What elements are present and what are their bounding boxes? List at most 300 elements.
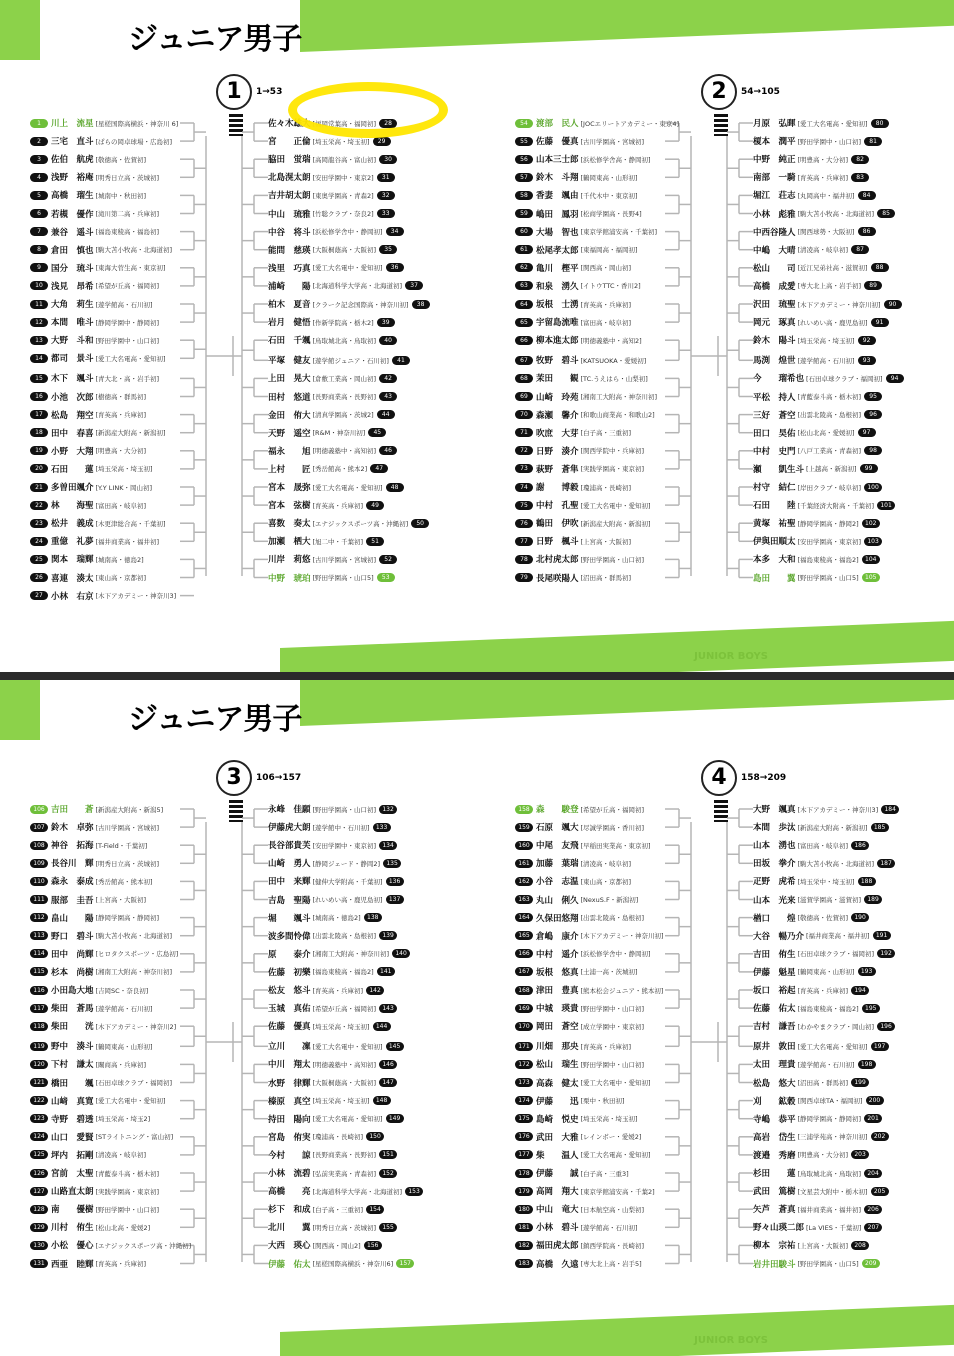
seed-number-badge: 173: [515, 1078, 533, 1087]
seed-number-badge: 121: [30, 1078, 48, 1087]
player-name: 三好 蒼空: [753, 410, 796, 421]
player-name: 野中 湊斗: [51, 1042, 94, 1053]
player-row: [268, 279, 423, 293]
player-name: 高岩 岱生: [753, 1132, 796, 1143]
seed-number-badge: 79: [515, 573, 533, 582]
player-row: [268, 371, 397, 385]
player-club: [遊学館高・石川初]: [580, 1223, 638, 1232]
player-row: [515, 297, 631, 311]
seed-number-badge: 68: [515, 374, 533, 383]
seed-number-badge: 111: [30, 895, 48, 904]
player-row: [30, 207, 159, 221]
player-club: [樹徳高・群馬初]: [95, 393, 147, 401]
player-club: [希望が丘高・福岡初]: [312, 1004, 377, 1013]
player-name: 高橋 瑠生: [51, 191, 94, 202]
seed-number-badge: 74: [515, 483, 533, 492]
player-name: 天野 遥空: [268, 428, 311, 439]
seed-number-badge: 77: [515, 537, 533, 546]
player-club: [愛工大名電高・愛知初]: [312, 483, 383, 492]
player-club: [湘南工大附高・神奈川初]: [580, 393, 658, 401]
player-name: 楢口 煌: [753, 913, 796, 924]
player-row: [30, 893, 146, 907]
player-club: [松山北高・愛媛初]: [797, 429, 855, 438]
player-club: [富田高・岐阜初]: [580, 318, 632, 327]
player-club: [新潟産大附高・新潟初]: [580, 519, 651, 528]
player-club: [星槎国際高横浜・神奈川6]: [312, 1260, 394, 1268]
player-row: [515, 1238, 644, 1252]
player-row: [753, 552, 880, 566]
player-club: [福島東稜高・福島2]: [797, 555, 859, 564]
player-name: 田中 来輝: [268, 877, 311, 888]
seed-number-badge: 202: [871, 1132, 889, 1141]
player-name: 北川 翼: [268, 1223, 311, 1234]
player-name: 島崎 悦史: [536, 1114, 579, 1125]
player-name: 小田島大地: [51, 986, 94, 996]
player-name: 喜連 湊太: [51, 573, 94, 584]
player-name: 武田 篤樹: [753, 1187, 796, 1198]
player-name: 寺嶋 恭平: [753, 1114, 796, 1125]
seed-number-badge: 53: [377, 573, 395, 582]
player-club: [ヒロタクスポーツ・広島初]: [95, 950, 179, 959]
seed-number-badge: 96: [864, 410, 882, 419]
footer-label: JUNIOR BOYS: [694, 651, 768, 662]
player-row: [268, 1238, 382, 1252]
corner-green-band: [0, 0, 40, 60]
player-club: [木更津総合高・千葉初]: [95, 519, 166, 528]
seed-number-badge: 58: [515, 191, 533, 200]
player-club: [鳥取城北高・鳥取初]: [312, 336, 377, 345]
player-name: 長谷部貴芙: [268, 841, 311, 852]
player-row: [753, 333, 876, 347]
player-club: [千葉経済大附高・千葉初]: [797, 501, 875, 510]
player-club: [福井商業高・福井初]: [797, 1205, 862, 1214]
seed-number-badge: 118: [30, 1022, 48, 1031]
player-club: [竹聡クラブ・奈良2]: [312, 210, 374, 218]
player-club: [青藍泰斗高・栃木初]: [797, 393, 862, 401]
player-name: 国分 琉斗: [51, 263, 94, 274]
player-club: [関西学院中・兵庫初]: [580, 447, 645, 456]
player-name: 永峰 佳願: [268, 805, 311, 815]
player-row: [268, 820, 391, 834]
player-row: [30, 1019, 176, 1033]
player-club: [富田高・岐阜初]: [95, 501, 147, 510]
player-row: [30, 1148, 146, 1162]
seed-number-badge: 11: [30, 300, 48, 309]
player-club: [エナジックスポーツ高・沖縄初]: [95, 1241, 192, 1250]
player-club: [鎮西学院高・長崎初]: [580, 1241, 645, 1250]
seed-number-badge: 46: [379, 446, 397, 455]
seed-number-badge: 41: [392, 356, 410, 365]
player-row: [515, 1130, 641, 1144]
seed-number-badge: 148: [373, 1096, 391, 1105]
player-name: 小林 右京: [51, 591, 94, 602]
player-row: [515, 1184, 655, 1198]
seed-number-badge: 159: [515, 823, 533, 832]
block-range: 54→105: [741, 87, 780, 97]
player-club: [東山高・京都初]: [95, 574, 147, 582]
player-name: 石田 千颯: [268, 336, 311, 347]
seed-number-badge: 38: [412, 300, 430, 309]
seed-number-badge: 86: [858, 227, 876, 236]
player-name: 吹庶 大芽: [536, 428, 579, 439]
player-club: [NexuS.F・新潟初]: [580, 896, 639, 904]
player-name: 能問 慈瑛: [268, 245, 311, 256]
seed-number-badge: 76: [515, 519, 533, 528]
player-row: [753, 152, 869, 166]
player-club: [遊学館高・石川初]: [797, 1060, 855, 1069]
seed-number-badge: 94: [886, 374, 904, 383]
seed-number-badge: 164: [515, 913, 533, 922]
player-club: [関西卓球TA・福岡初]: [797, 1097, 863, 1106]
player-name: 渡邉 秀磨: [753, 1150, 796, 1161]
player-row: [268, 1094, 391, 1108]
seed-number-badge: 189: [864, 895, 882, 904]
player-name: 畠山 陽: [51, 913, 94, 924]
seed-number-badge: 197: [871, 1042, 889, 1051]
player-club: [北海道科学大学高・北海道初]: [312, 282, 403, 291]
player-club: [野田学園高・山口5]: [797, 1260, 859, 1268]
player-row: [515, 856, 631, 870]
seed-number-badge: 69: [515, 392, 533, 401]
player-club: [早稲田実業高・東京初]: [580, 841, 651, 850]
player-row: [30, 1166, 159, 1180]
player-row: [30, 390, 146, 404]
player-row: [268, 1257, 414, 1271]
player-club: [沼田高・群馬初]: [797, 1079, 849, 1087]
block-range: 158→209: [741, 773, 787, 783]
seed-number-badge: 47: [370, 464, 388, 473]
seed-number-badge: 146: [379, 1060, 397, 1069]
block-4-bracket: [515, 762, 925, 1322]
player-row: [30, 1202, 159, 1216]
player-club: [イトウTTC・香川2]: [580, 282, 641, 291]
seed-number-badge: 85: [877, 209, 895, 218]
player-club: [KATSUOKA・愛媛初]: [580, 356, 647, 365]
seed-number-badge: 137: [386, 895, 404, 904]
player-name: 平塚 健友: [268, 356, 311, 367]
seed-number-badge: 91: [871, 318, 889, 327]
block-3-bracket: [30, 762, 440, 1322]
player-name: 橋田 颯: [51, 1078, 94, 1089]
player-club: [埼玉栄高・埼玉2]: [95, 1115, 151, 1124]
player-row: [753, 983, 869, 997]
seed-number-badge: 166: [515, 949, 533, 958]
bracket-page-2: [0, 680, 954, 1356]
seed-number-badge: 127: [30, 1187, 48, 1196]
player-row: [268, 534, 384, 548]
player-club: [木下アカデミー・神奈川2]: [95, 1022, 177, 1031]
player-club: [野田学園高・山口5]: [312, 574, 374, 582]
seed-number-badge: 147: [379, 1078, 397, 1087]
player-club: [駒大苫小牧高・北海道初]: [95, 246, 173, 255]
player-club: [明豊高・大分初]: [95, 447, 147, 456]
seed-number-badge: 20: [30, 464, 48, 473]
seed-number-badge: 16: [30, 392, 48, 401]
player-club: [Y.Y LINK・岡山初]: [95, 483, 153, 492]
player-club: [高岡龍谷高・富山初]: [312, 155, 377, 164]
player-name: 佐々木雄大: [268, 119, 311, 129]
player-club: [丸岡高中・福井初]: [797, 191, 855, 200]
player-club: [駒大苫小牧高・北海道初]: [797, 859, 875, 868]
player-club: [明秀日立高・茨城初]: [95, 173, 160, 182]
seed-number-badge: 176: [515, 1132, 533, 1141]
player-row: [753, 1220, 882, 1234]
player-name: 川畑 那央: [536, 1042, 579, 1053]
player-club: [関西高・岡山2]: [312, 1241, 361, 1250]
seed-number-badge: 145: [386, 1042, 404, 1051]
player-club: [STライトニング・富山初]: [95, 1133, 174, 1142]
player-club: [上越高・新潟初]: [806, 465, 857, 474]
player-club: [鶴岡東高・山形初]: [797, 968, 855, 977]
player-row: [30, 243, 172, 257]
seed-number-badge: 209: [862, 1259, 880, 1268]
player-row: [30, 297, 153, 311]
player-name: 今村 諒: [268, 1150, 311, 1161]
seed-number-badge: 138: [364, 913, 382, 922]
player-name: 中村 遥介: [536, 949, 579, 960]
seed-number-badge: 117: [30, 1004, 48, 1013]
player-club: [東福岡高・福岡初]: [580, 246, 638, 255]
player-club: [東海大菅生高・東京初]: [95, 264, 166, 273]
player-club: [安田学園高・東京初]: [797, 537, 862, 546]
player-club: [育英高・兵庫初]: [312, 986, 364, 995]
seed-number-badge: 165: [515, 931, 533, 940]
seed-number-badge: 184: [881, 805, 899, 814]
player-name: 榎本 潤平: [753, 137, 796, 148]
seed-number-badge: 135: [383, 859, 401, 868]
player-name: 大谷 暢乃介: [753, 931, 805, 942]
player-name: 堀江 荘志: [753, 191, 796, 202]
seed-number-badge: 101: [877, 501, 895, 510]
player-name: 和泉 湧久: [536, 281, 579, 292]
player-club: [秀岳館高・熊本初]: [95, 877, 153, 886]
player-name: 島田 翼: [753, 573, 796, 584]
player-name: 宇留島流唯: [536, 318, 579, 329]
player-name: 月原 弘暉: [753, 119, 796, 129]
player-row: [753, 426, 876, 440]
player-row: [268, 516, 429, 530]
seed-number-badge: 33: [377, 209, 395, 218]
seed-number-badge: 114: [30, 949, 48, 958]
player-row: [30, 408, 146, 422]
player-row: [268, 893, 404, 907]
player-row: [30, 1094, 166, 1108]
player-row: [268, 571, 395, 585]
seed-number-badge: 1: [30, 119, 48, 128]
player-name: 日野 楓斗: [536, 537, 579, 548]
player-name: 太田 理貴: [753, 1060, 796, 1071]
player-name: 亀川 樫平: [536, 263, 579, 274]
player-row: [268, 802, 397, 816]
player-club: [木下アカデミー・神奈川3]: [95, 592, 177, 601]
seed-number-badge: 198: [858, 1060, 876, 1069]
seed-number-badge: 22: [30, 501, 48, 510]
player-name: 坂口 裕起: [753, 986, 796, 996]
seed-number-badge: 40: [379, 336, 397, 345]
seed-number-badge: 42: [379, 374, 397, 383]
player-row: [753, 1184, 889, 1198]
seed-number-badge: 105: [862, 573, 880, 582]
yellow-highlight-circle: [288, 82, 448, 138]
player-name: 加瀬 栖大: [268, 537, 311, 548]
player-name: 森 駿登: [536, 805, 579, 815]
player-name: 岩井田駿斗: [753, 1259, 796, 1270]
player-club: [湘南工大附高・神奈川初]: [312, 950, 390, 959]
player-row: [753, 261, 889, 275]
seed-number-badge: 25: [30, 555, 48, 564]
player-club: [熊本松会ジュニア・熊本初]: [580, 986, 664, 995]
player-row: [30, 552, 144, 566]
player-club: [石田卓球クラブ・福岡初]: [806, 374, 883, 383]
seed-number-badge: 83: [851, 173, 869, 182]
player-row: [515, 1076, 651, 1090]
seed-number-badge: 160: [515, 841, 533, 850]
seed-number-badge: 63: [515, 281, 533, 290]
seed-number-badge: 29: [373, 137, 391, 146]
player-row: [30, 911, 159, 925]
player-club: [TC.うえはら・山梨初]: [580, 374, 648, 383]
player-club: [千代木中・東京初]: [580, 191, 638, 200]
top-green-band: [300, 0, 954, 52]
corner-green-band: [0, 680, 40, 740]
player-name: 柴 温人: [536, 1150, 579, 1161]
player-club: [野田学園高・山口初]: [312, 805, 377, 814]
player-row: [753, 353, 876, 367]
player-row: [515, 170, 638, 184]
player-row: [268, 929, 397, 943]
player-name: 嶋田 鳳羽: [536, 209, 579, 220]
player-name: 萩野 蒼隼: [536, 464, 579, 475]
player-name: 田村 悠道: [268, 392, 311, 403]
player-club: [育英高・兵庫初]: [312, 501, 364, 510]
player-club: [明徳義塾中・高知初]: [312, 447, 377, 456]
player-name: 佐伯 航虎: [51, 155, 94, 166]
seed-number-badge: 201: [864, 1114, 882, 1123]
player-club: [木下アカデミー・神奈川初]: [580, 932, 664, 941]
player-row: [30, 1001, 153, 1015]
seed-number-badge: 177: [515, 1150, 533, 1159]
seed-number-badge: 27: [30, 591, 48, 600]
player-name: 杉下 和成: [268, 1205, 311, 1216]
seed-number-badge: 50: [411, 519, 429, 528]
seed-number-badge: 9: [30, 263, 48, 272]
player-row: [30, 589, 176, 603]
seed-number-badge: 132: [379, 805, 397, 814]
seed-number-badge: 163: [515, 895, 533, 904]
player-name: 杉田 蓮: [753, 1169, 796, 1179]
page-title: ジュニア男子: [128, 702, 302, 737]
player-name: 大野 颯真: [753, 805, 796, 815]
player-club: [静岡ジェード・静岡2]: [312, 859, 381, 868]
player-club: [岸田クラブ・岐阜初]: [797, 483, 862, 492]
player-row: [268, 315, 395, 329]
player-row: [515, 498, 651, 512]
player-name: 山口 愛賢: [51, 1132, 94, 1143]
player-name: 森瀬 馨介: [536, 410, 579, 421]
player-name: 高森 健太: [536, 1078, 579, 1089]
player-row: [753, 134, 882, 148]
seed-number-badge: 167: [515, 967, 533, 976]
player-name: 川上 流星: [51, 119, 94, 129]
player-club: [東京学館浦安高・千葉2]: [580, 1187, 655, 1196]
player-name: 加藤 葉瑞: [536, 859, 579, 870]
player-name: 上村 匠: [268, 464, 311, 475]
player-row: [30, 261, 166, 275]
player-name: 浦崎 陽: [268, 281, 311, 292]
player-club: [栗中・秋田初]: [580, 1097, 625, 1106]
player-row: [268, 207, 395, 221]
seed-number-badge: 87: [851, 245, 869, 254]
player-name: 松山 司: [753, 263, 796, 274]
player-club: [育英高・兵庫初]: [580, 1042, 632, 1051]
player-row: [30, 856, 159, 870]
player-row: [753, 297, 902, 311]
seed-number-badge: 193: [858, 967, 876, 976]
player-name: 小林 流碧: [268, 1169, 311, 1179]
player-row: [268, 462, 388, 476]
player-row: [268, 1039, 404, 1053]
player-name: 山路直太朗: [51, 1187, 94, 1198]
player-name: 吉村 謙吾: [753, 1022, 796, 1033]
player-name: 川村 侑生: [51, 1223, 94, 1234]
player-name: 伊藤 迅: [536, 1096, 579, 1107]
player-row: [753, 893, 882, 907]
player-row: [30, 1112, 150, 1126]
player-club: [木下アカデミー・神奈川初]: [797, 300, 881, 309]
footer-label: JUNIOR BOYS: [694, 1335, 768, 1346]
seed-number-badge: 195: [862, 1004, 880, 1013]
player-name: 馬渕 煌世: [753, 356, 796, 367]
player-row: [515, 947, 651, 961]
player-club: [明豊高・大分初]: [797, 155, 849, 164]
seed-number-badge: 12: [30, 318, 48, 327]
player-row: [30, 983, 148, 997]
player-row: [268, 390, 397, 404]
player-club: [清真学園高・茨城2]: [312, 411, 374, 420]
player-name: 柏木 夏音: [268, 300, 311, 310]
player-row: [515, 134, 644, 148]
player-name: 関本 瑞輝: [51, 555, 94, 566]
player-row: [268, 225, 404, 239]
seed-number-badge: 123: [30, 1114, 48, 1123]
seed-number-badge: 26: [30, 573, 48, 582]
player-row: [30, 1220, 150, 1234]
seed-number-badge: 182: [515, 1241, 533, 1250]
seed-number-badge: 108: [30, 841, 48, 850]
player-club: [旭二中・千葉初]: [312, 537, 364, 546]
player-row: [30, 116, 178, 130]
player-row: [268, 983, 384, 997]
player-row: [753, 188, 876, 202]
player-row: [268, 1057, 397, 1071]
seed-number-badge: 191: [873, 931, 891, 940]
player-name: 兼谷 遥斗: [51, 227, 94, 238]
seed-number-badge: 129: [30, 1223, 48, 1232]
player-row: [268, 480, 404, 494]
player-row: [30, 1057, 146, 1071]
seed-number-badge: 172: [515, 1060, 533, 1069]
seed-number-badge: 142: [366, 986, 384, 995]
player-club: [東京学館浦安高・千葉初]: [580, 228, 658, 237]
player-row: [268, 1184, 423, 1198]
seed-number-badge: 43: [379, 392, 397, 401]
seed-number-badge: 188: [858, 877, 876, 886]
player-row: [30, 947, 178, 961]
player-row: [753, 315, 889, 329]
player-name: 黄塚 祐聖: [753, 519, 796, 530]
player-row: [515, 929, 664, 943]
player-name: 野口 碧斗: [51, 931, 94, 942]
